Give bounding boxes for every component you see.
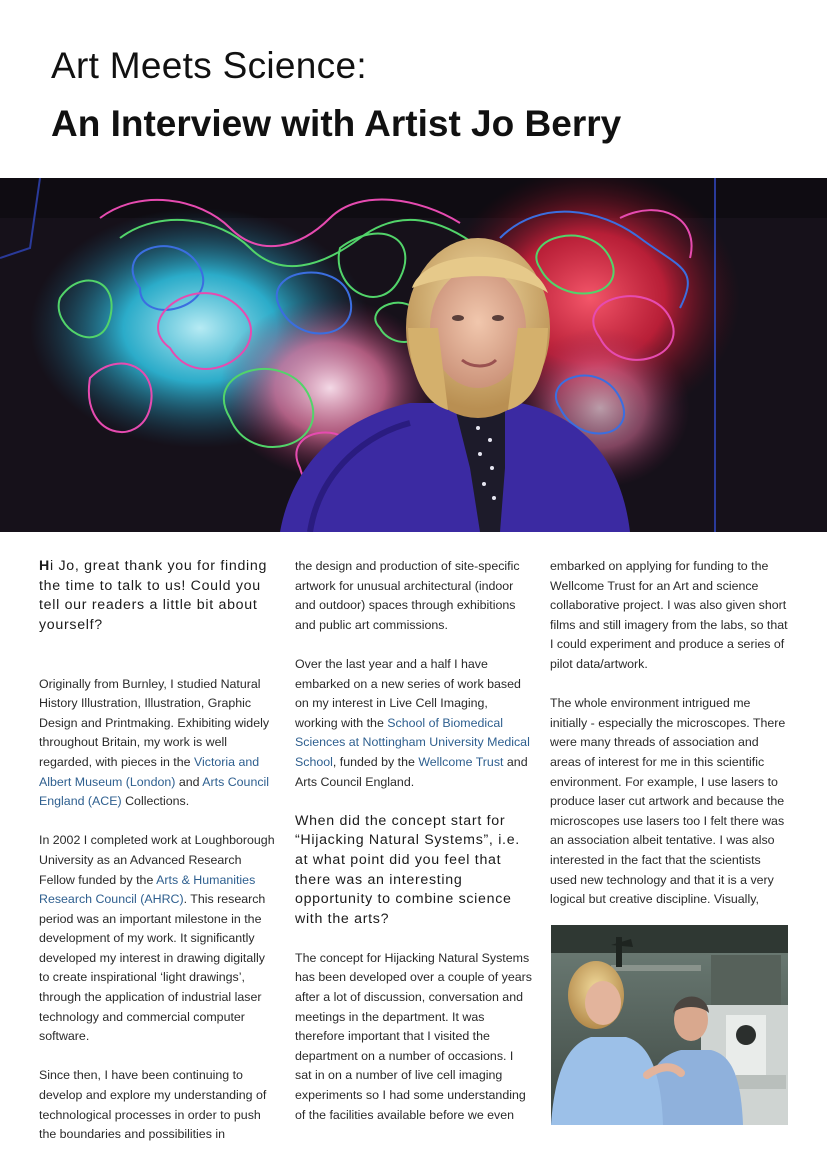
text-run: Collections. [121,794,190,809]
title-line-2: An Interview with Artist Jo Berry [51,103,622,144]
article-title [51,44,621,146]
lab-photo-illustration [551,925,788,1125]
text-run: In 2002 I completed work at Loughborough University as an Advanced Research Fellow funded by the [39,833,275,887]
link-wellcome-trust[interactable]: Wellcome Trust [418,754,504,769]
paragraph-live-cell-imaging [295,655,533,792]
text-run: Originally from Burnley, I studied Natural History Illustration, Illustration, Graphic Design and Printmaking. Exhibiting widely throughout Britain, my work is well regarded, with pieces in the [39,676,270,769]
hero-photo-illustration [0,178,827,532]
paragraph-since-then: Since then, I have been continuing to develop and explore my understanding of technological processes in order to push the boundaries and possibilities in [39,1068,267,1142]
link-victoria-albert-museum[interactable]: Victoria and Albert Museum (London) [39,754,260,789]
link-ahrc[interactable]: Arts & Humanities Research Council (AHRC) [39,872,256,907]
hero-photo [0,178,827,532]
paragraph-site-specific: the design and production of site-specific artwork for unusual architectural (indoor and outdoor) spaces through exhibitions and public art commissions. [295,559,520,632]
paragraph-background [39,675,277,812]
text-run: and [175,774,203,789]
paragraph-concept: The concept for Hijacking Natural Systems has been developed over a couple of years after a lot of discussion, conversation and meetings in the department. It was therefore important that I visited the department on a number of occasions. I sat in on a number of live cell imaging experiments so I had some understanding of the facilities available before we even [295,950,532,1122]
interview-question-2: When did the concept start for “Hijacking Natural Systems”, i.e. at what point did you feel that there was an interesting opportunity to combine science with the arts? [295,812,520,927]
text-column-1 [39,557,277,1145]
text-run: and Arts Council England. [295,754,528,789]
link-school-of-biomedical-sciences[interactable]: School of Biomedical Sciences at Nottingham University Medical School [295,715,530,769]
title-line-1: Art Meets Science: [51,45,367,86]
lab-photo [551,925,788,1125]
text-run: . This research period was an important milestone in the development of my work. It significantly developed my interest in drawing digitally to create inspirational ‘light drawings’, through the application of industrial laser technology and commercial computer software. [39,892,266,1044]
paragraph-loughborough [39,831,277,1047]
paragraph-funding: embarked on applying for funding to the Wellcome Trust for an Art and science collaborative project. I was also given short films and still imagery from the labs, so that I could experiment and produce a series of pilot data/artwork. [550,559,788,671]
paragraph-environment: The whole environment intrigued me initially - especially the microscopes. There were many threads of association and areas of interest for me in this scientific environment. For example, I use lasers to produce laser cut artwork and because the microscopes use lasers too I felt there was an association albeit tentative. I was also interested in the fact that the scientists used new technology and that it is a very logical but creative discipline. Visually, [550,696,786,907]
text-column-3 [550,557,790,910]
interview-question-1: Hi Jo, great thank you for finding the time to talk to us! Could you tell our readers a little bit about yourself? [39,558,268,633]
text-run: Over the last year and a half I have embarked on a new series of work based on my interest in Live Cell Imaging, working with the [295,656,521,730]
link-arts-council-england[interactable]: Arts Council England (ACE) [39,774,270,809]
text-run: , funded by the [332,754,419,769]
text-column-2 [295,557,533,1125]
